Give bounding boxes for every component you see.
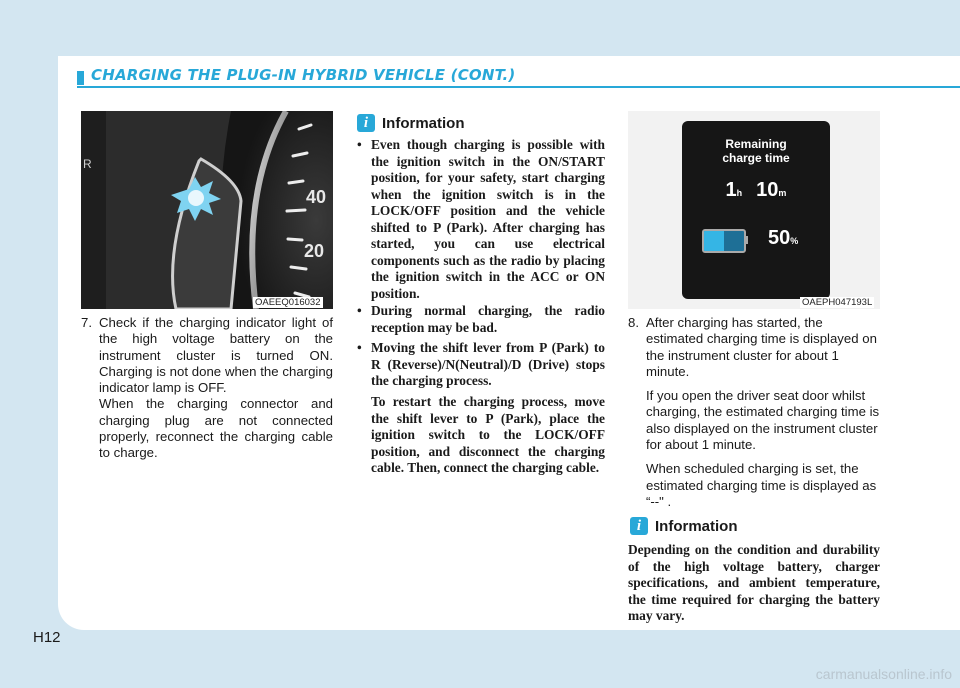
battery-icon <box>702 229 746 253</box>
page-number: H12 <box>33 629 61 646</box>
step-note: When the charging connector and charging plug are not connected properly, reconnect the charging cable to charge. <box>99 396 333 461</box>
info-bullet: • Even though charging is possible with the ignition switch in the ON/START position, for your safety, start charging when the ignition switch is in the LOCK/OFF position and the vehicle shifted to P (Park). After charging has started, you can use electrical components such as the radio by placing the ignition switch in the ACC or ON position. <box>357 137 605 301</box>
cluster-illustration <box>81 111 333 309</box>
bullet-text: Moving the shift lever from P (Park) to R (Reverse)/N(Neutral)/D (Drive) stops the charging process. <box>371 340 605 388</box>
info-bullet: • Moving the shift lever from P (Park) to R (Reverse)/N(Neutral)/D (Drive) stops the charging process. <box>357 340 605 388</box>
step-number: 7. <box>81 315 92 330</box>
step-text: After charging has started, the estimated charging time is displayed on the instrument cluster for about 1 minute. <box>646 315 877 379</box>
bullet-text: Even though charging is possible with the ignition switch in the ON/START position, for your safety, start charging when the ignition switch is in the LOCK/OFF position and the vehicle shifted to P (Park). After charging has started, you can use electrical components such as the radio by placing the ignition switch in the ACC or ON position. <box>371 137 605 301</box>
bullet-text: During normal charging, the radio reception may be bad. <box>371 303 605 335</box>
gear-letter: R <box>83 157 92 171</box>
gauge-number-20: 20 <box>304 241 325 261</box>
charge-time-photo <box>628 111 880 309</box>
cluster-screen <box>682 121 830 299</box>
watermark: carmanualsonline.info <box>815 666 952 682</box>
info-title: Information <box>655 518 738 535</box>
gauge-number-40: 40 <box>306 187 327 207</box>
battery-fill <box>704 231 724 251</box>
info-extra: To restart the charging process, move the shift lever to P (Park), place the ignition switch to the LOCK/OFF position, and disconnect the charging cable. Then, connect the charging cable. <box>371 394 605 475</box>
header-accent <box>77 71 84 85</box>
remaining-line2: charge time <box>722 151 790 165</box>
section-title: CHARGING THE PLUG-IN HYBRID VEHICLE (CONT.) <box>91 66 516 84</box>
info-bullet: • During normal charging, the radio reception may be bad. <box>357 303 605 335</box>
step-text: Check if the charging indicator light of the high voltage battery on the instrument cluster is turned ON. Charging is not done when the charging indicator lamp is OFF. <box>99 315 333 396</box>
percent-value: 50% <box>768 227 799 249</box>
figure-caption: OAEEQ016032 <box>255 297 321 308</box>
header-rule <box>77 86 960 88</box>
battery-row <box>702 225 822 255</box>
info-icon: i <box>357 114 375 132</box>
step-note: If you open the driver seat door whilst charging, the estimated charging time is also displayed on the instrument cluster for about 1 minute. <box>646 388 880 453</box>
remaining-line1: Remaining <box>725 137 787 151</box>
time-readout: 1h 10m <box>725 179 787 201</box>
info-title: Information <box>382 115 465 132</box>
step-8 <box>628 315 880 510</box>
figure-caption: OAEPH047193L <box>802 297 873 308</box>
step-number: 8. <box>628 315 639 330</box>
info-icon: i <box>630 517 648 535</box>
battery-tip <box>744 236 748 244</box>
step-note: When scheduled charging is set, the estimated charging time is displayed as “--" . <box>646 461 877 509</box>
info-text: Depending on the condition and durability of the high voltage battery, charger specifications, and ambient temperature, the time required for charging the battery may vary. <box>628 542 880 623</box>
step-7 <box>81 315 333 462</box>
cluster-photo <box>81 111 333 309</box>
